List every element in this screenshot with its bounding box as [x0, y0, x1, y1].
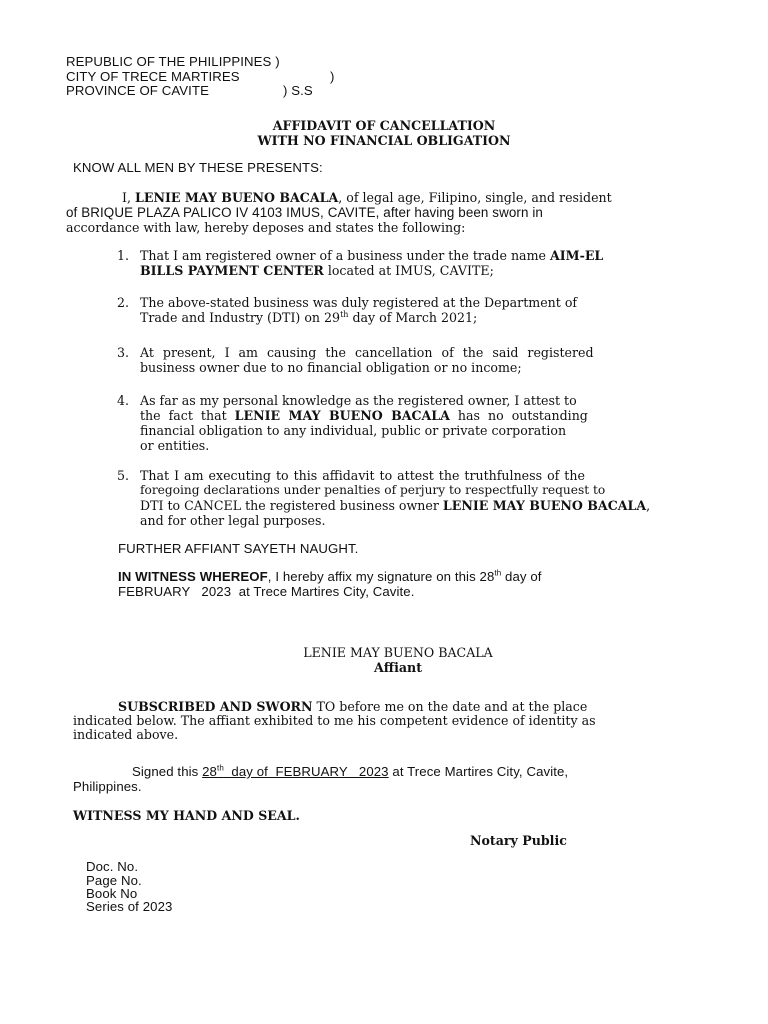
witness-text: , I hereby affix my signature on this 28: [267, 569, 495, 584]
intro-line-1: [122, 190, 612, 205]
item-5-number: 5.: [117, 468, 130, 483]
title-line-2: WITH NO FINANCIAL OBLIGATION: [257, 133, 511, 148]
witness-line-2: FEBRUARY 2023 at Trece Martires City, Cavite.: [118, 584, 415, 599]
header-republic: REPUBLIC OF THE PHILIPPINES ): [66, 54, 280, 69]
item-5-name: LENIE MAY BUENO BACALA: [442, 498, 647, 513]
intro-prefix: I,: [122, 190, 131, 205]
witness-sup: th: [494, 568, 502, 578]
header-city: CITY OF TRECE MARTIRES: [66, 69, 240, 84]
item-5-comma: ,: [646, 498, 651, 513]
witness-line-1: [118, 569, 542, 584]
notary-public: Notary Public: [470, 833, 567, 848]
item-4-line-4: or entities.: [140, 438, 210, 453]
page-no: Page No.: [86, 873, 142, 888]
signed-sup: th: [217, 763, 224, 773]
item-1-line-1: [140, 248, 603, 263]
item-3-line-1: At present, I am causing the cancellation of the said registered: [140, 345, 594, 360]
jurat-line-3: indicated above.: [73, 727, 179, 742]
item-1-location: located at IMUS, CAVITE;: [327, 263, 494, 278]
preamble: KNOW ALL MEN BY THESE PRESENTS:: [73, 160, 323, 175]
affiant-label: Affiant: [373, 660, 423, 675]
header-province: PROVINCE OF CAVITE: [66, 83, 209, 98]
signed-month-year: day of FEBRUARY 2023: [223, 764, 389, 779]
item-4-line-3: financial obligation to any individual, public or private corporation: [140, 423, 567, 438]
trade-name-part-1: AIM-EL: [549, 248, 604, 263]
item-2-date: day of March 2021;: [352, 310, 478, 325]
trade-name-part-2: BILLS PAYMENT CENTER: [140, 263, 324, 278]
item-1-text: That I am registered owner of a business under the trade name: [140, 248, 546, 263]
item-4-number: 4.: [117, 393, 130, 408]
book-no: Book No: [86, 886, 138, 901]
intro-line-2: of BRIQUE PLAZA PALICO IV 4103 IMUS, CAVITE, after having been sworn in: [66, 205, 543, 220]
intro-line-3: accordance with law, hereby deposes and states the following:: [66, 220, 466, 235]
item-5-line-1: That I am executing to this affidavit to attest the truthfulness of the: [140, 468, 585, 483]
jurat-bold: SUBSCRIBED AND SWORN: [118, 699, 313, 714]
item-3-line-2: business owner due to no financial obligation or no income;: [140, 360, 522, 375]
item-5-line-2: foregoing declarations under penalties of perjury to respectfully request to: [140, 483, 606, 497]
affiant-name: LENIE MAY BUENO BACALA: [135, 190, 339, 205]
item-2-line-1: The above-stated business was duly registered at the Department of: [140, 295, 578, 310]
item-2-text: Trade and Industry (DTI) on 29: [140, 310, 341, 325]
item-5-line-3: [140, 498, 650, 513]
item-1-line-2: [140, 263, 494, 278]
title-line-1: AFFIDAVIT OF CANCELLATION: [272, 118, 496, 133]
item-4-name: LENIE MAY BUENO BACALA: [234, 408, 450, 423]
jurat-line-1: [118, 699, 587, 714]
signed-line-1: [132, 764, 568, 779]
signed-prefix: Signed this: [132, 764, 203, 779]
item-1-number: 1.: [117, 248, 130, 263]
jurat-text: TO before me on the date and at the place: [312, 699, 588, 714]
witness-text-2: day of: [505, 569, 542, 584]
item-5-line-4: and for other legal purposes.: [140, 513, 326, 528]
item-5-text: DTI to CANCEL the registered business owner: [140, 498, 439, 513]
signed-day: 28: [202, 764, 217, 779]
item-2-line-2: [140, 310, 477, 325]
further-affiant: FURTHER AFFIANT SAYETH NAUGHT.: [118, 541, 359, 556]
intro-rest: , of legal age, Filipino, single, and resident: [338, 190, 612, 205]
affiant-signature-name: LENIE MAY BUENO BACALA: [303, 645, 493, 660]
item-2-number: 2.: [117, 295, 130, 310]
doc-no: Doc. No.: [86, 859, 139, 874]
signed-line-2: Philippines.: [73, 779, 142, 794]
signed-date: [202, 764, 389, 779]
witness-bold: IN WITNESS WHEREOF: [118, 569, 268, 584]
item-4-text-2: has no outstanding: [457, 408, 588, 423]
item-4-text: the fact that: [140, 408, 227, 423]
header-province-ss: ) S.S: [283, 83, 313, 98]
item-2-sup: th: [340, 309, 349, 319]
signed-suffix: at Trece Martires City, Cavite,: [388, 764, 569, 779]
hand-and-seal: WITNESS MY HAND AND SEAL.: [73, 808, 300, 823]
series: Series of 2023: [86, 899, 173, 914]
jurat-line-2: indicated below. The affiant exhibited to me his competent evidence of identity as: [73, 713, 596, 728]
item-3-number: 3.: [117, 345, 130, 360]
item-4-line-2: [140, 408, 588, 423]
header-city-paren: ): [330, 69, 335, 84]
item-4-line-1: As far as my personal knowledge as the registered owner, I attest to: [140, 393, 577, 408]
